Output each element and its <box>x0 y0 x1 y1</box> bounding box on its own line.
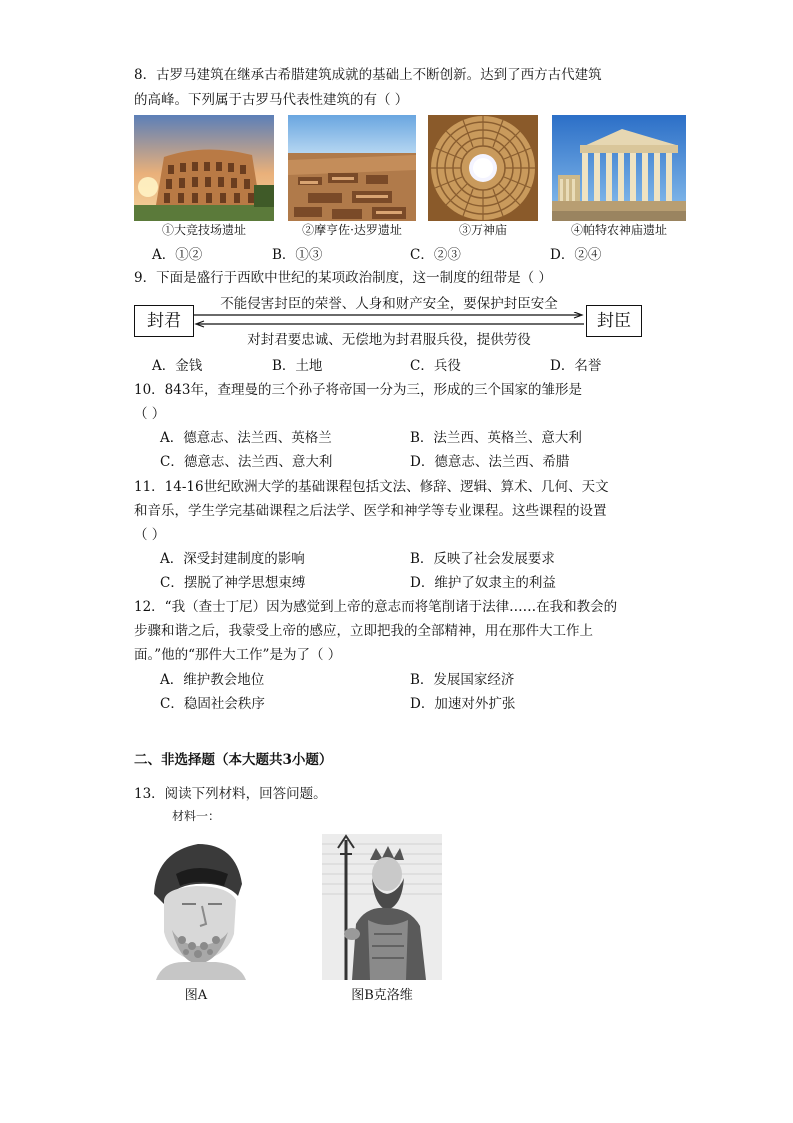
q9-option-a[interactable]: A．金钱 <box>152 358 203 374</box>
q9-option-b[interactable]: B．土地 <box>272 358 323 374</box>
q12-stem-line3: 面。”他的“那件大工作”是为了（ ） <box>134 647 342 663</box>
q8-option-d[interactable]: D．②④ <box>550 247 602 263</box>
q11-option-a[interactable]: A．深受封建制度的影响 <box>160 551 305 567</box>
q12-stem-line1: 12．“我（查士丁尼）因为感觉到上帝的意志而将笔削诸于法律……在我和教会的 <box>134 599 618 615</box>
figure-a-caption: 图A <box>184 988 208 1003</box>
q9-option-d[interactable]: D．名誉 <box>550 358 602 374</box>
q11-stem-line1: 11．14-16世纪欧洲大学的基础课程包括文法、修辞、逻辑、算术、几何、天文 <box>134 479 609 495</box>
clovis-portrait-image <box>322 834 442 980</box>
q8-caption-3: ③万神庙 <box>458 223 507 237</box>
q11-option-b[interactable]: B．反映了社会发展要求 <box>410 551 555 567</box>
q10-stem-line1: 10．843年，查理曼的三个孙子将帝国一分为三，形成的三个国家的雏形是 <box>134 382 582 398</box>
q12-option-b[interactable]: B．发展国家经济 <box>410 672 515 688</box>
q8-caption-2: ②摩亨佐·达罗遗址 <box>302 223 402 237</box>
q12-stem-line2: 步骤和谐之后，我蒙受上帝的感应，立即把我的全部精神，用在那件大工作上 <box>134 623 593 639</box>
q11-stem-line2: 和音乐，学生学完基础课程之后法学、医学和神学等专业课程。这些课程的设置 <box>134 503 607 519</box>
q12-option-c[interactable]: C．稳固社会秩序 <box>160 696 265 712</box>
pericles-bust-image <box>136 834 256 980</box>
colosseum-image <box>134 115 274 221</box>
q8-option-a[interactable]: A．①② <box>152 247 203 263</box>
q11-option-c[interactable]: C．摆脱了神学思想束缚 <box>160 575 306 591</box>
pantheon-dome-image <box>428 115 538 221</box>
q10-stem-line2: （ ） <box>134 406 166 422</box>
q13-stem: 13．阅读下列材料，回答问题。 <box>134 786 327 802</box>
q8-caption-1: ①大竞技场遗址 <box>161 223 246 237</box>
parthenon-image <box>552 115 686 221</box>
section-heading: 二、非选择题（本大题共3小题） <box>134 752 333 768</box>
q8-option-b[interactable]: B．①③ <box>272 247 323 263</box>
q10-option-b[interactable]: B．法兰西、英格兰、意大利 <box>410 430 582 446</box>
q8-option-c[interactable]: C．②③ <box>410 247 461 263</box>
feudal-lord-box: 封君 <box>134 305 194 337</box>
vassal-obligation-text: 对封君要忠诚、无偿地为封君服兵役，提供劳役 <box>247 332 531 348</box>
q8-caption-4: ④帕特农神庙遗址 <box>570 223 667 237</box>
q11-option-d[interactable]: D．维护了奴隶主的利益 <box>410 575 556 591</box>
q10-option-d[interactable]: D．德意志、法兰西、希腊 <box>410 454 570 470</box>
q12-option-a[interactable]: A．维护教会地位 <box>160 672 265 688</box>
q8-stem-line2: 的高峰。下列属于古罗马代表性建筑的有（ ） <box>134 92 409 108</box>
q10-option-a[interactable]: A．德意志、法兰西、英格兰 <box>160 430 332 446</box>
q10-option-c[interactable]: C．德意志、法兰西、意大利 <box>160 454 333 470</box>
q11-stem-line3: （ ） <box>134 527 166 543</box>
q9-option-c[interactable]: C．兵役 <box>410 358 461 374</box>
figure-b-caption: 图B克洛维 <box>351 988 413 1003</box>
q9-stem: 9．下面是盛行于西欧中世纪的某项政治制度，这一制度的纽带是（ ） <box>134 270 552 286</box>
lord-obligation-text: 不能侵害封臣的荣誉、人身和财产安全，要保护封臣安全 <box>220 296 558 312</box>
material-label: 材料一： <box>172 809 221 823</box>
two-way-arrow-icon <box>192 312 586 328</box>
vassal-box: 封臣 <box>586 305 642 337</box>
q12-option-d[interactable]: D．加速对外扩张 <box>410 696 516 712</box>
q8-stem-line1: 8．古罗马建筑在继承古希腊建筑成就的基础上不断创新。达到了西方古代建筑 <box>134 67 602 83</box>
mohenjo-daro-image <box>288 115 416 221</box>
